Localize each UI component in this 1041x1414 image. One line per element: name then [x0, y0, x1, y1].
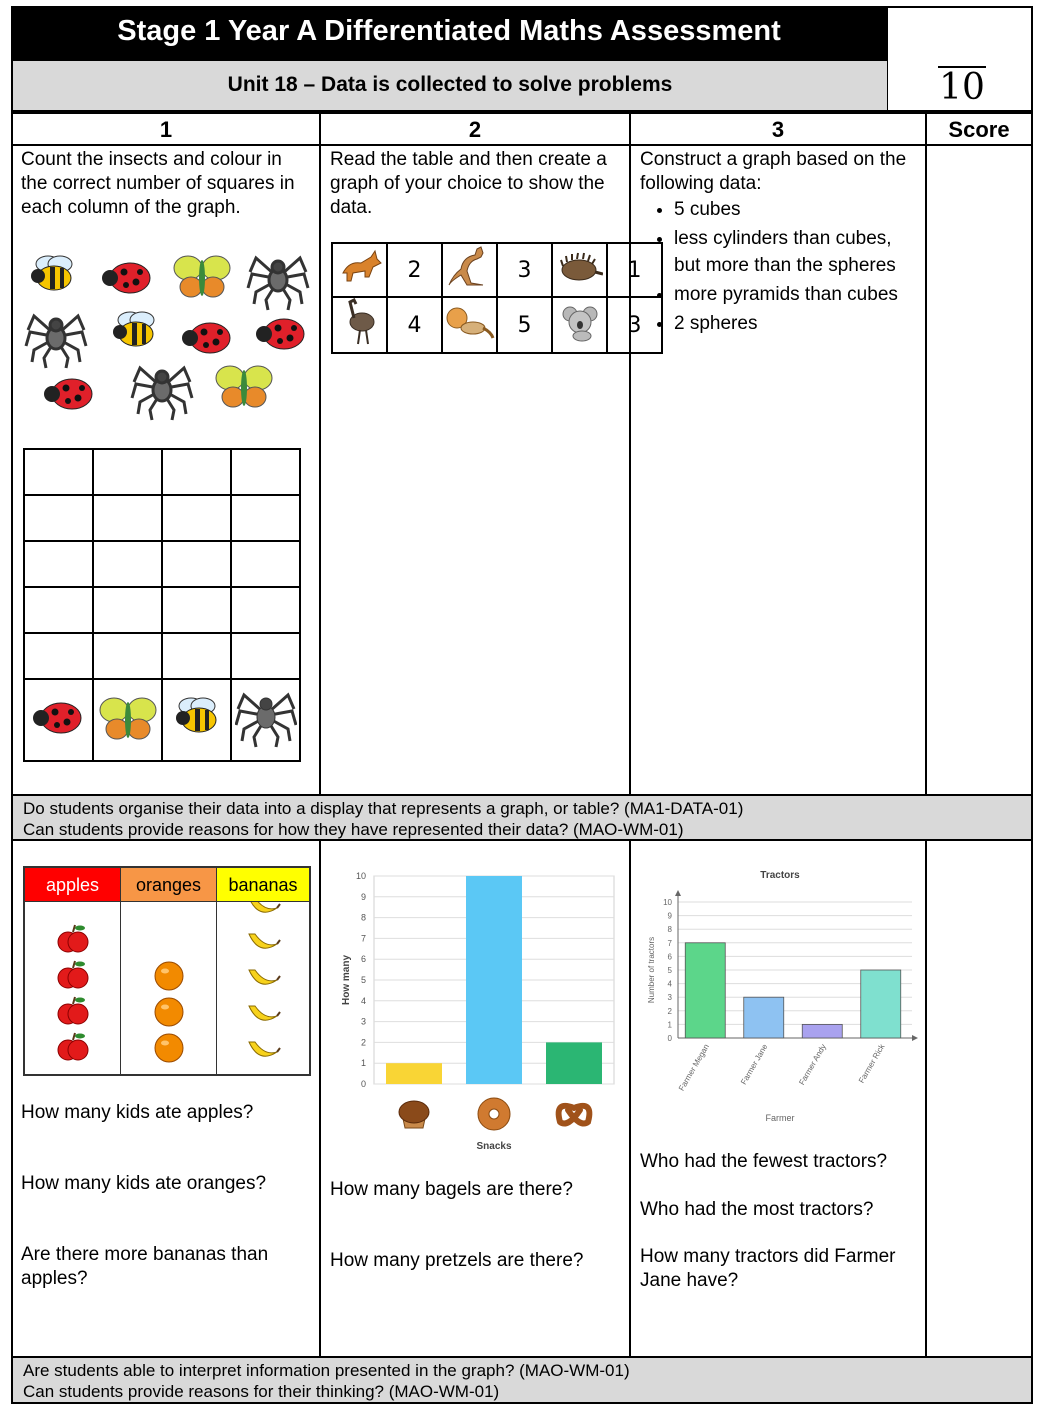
bar-pretzel — [546, 1042, 602, 1084]
animal-data-table — [331, 242, 663, 354]
ladybug-icon — [44, 379, 92, 409]
y-tick-label: 5 — [360, 975, 366, 985]
y-tick-label: 10 — [663, 898, 672, 907]
spider-icon — [248, 258, 308, 310]
spider-icon — [132, 368, 192, 420]
table-value: 5 — [497, 297, 552, 353]
bar-farmer-andy — [802, 1024, 842, 1038]
divider — [925, 840, 927, 1357]
x-tick-label: Farmer Megan — [676, 1042, 711, 1093]
apple-icon — [58, 961, 88, 988]
y-tick-label: 5 — [667, 966, 672, 975]
bar-farmer-jane — [744, 997, 784, 1038]
y-tick-label: 6 — [667, 952, 672, 962]
y-axis-label: Number of tractors — [647, 936, 656, 1004]
total-score-box — [887, 6, 1033, 112]
orange-icon — [155, 1034, 183, 1062]
tractor-question-1: Who had the fewest tractors? — [640, 1151, 888, 1172]
tractor-question-3: How many tractors did Farmer Jane have? — [640, 1246, 896, 1291]
y-tick-label: 8 — [360, 912, 366, 923]
y-axis-arrow — [675, 890, 681, 896]
divider — [319, 112, 321, 795]
insect-collection-svg — [22, 244, 318, 424]
chart-title: Tractors — [760, 870, 800, 881]
y-tick-label: 6 — [360, 954, 366, 965]
bar-muffin — [386, 1063, 442, 1084]
ladybug-icon — [29, 693, 89, 743]
unit-subtitle: Unit 18 – Data is collected to solve problems — [11, 61, 887, 112]
y-tick-label: 10 — [355, 871, 366, 881]
criteria-line: Can students provide reasons for how they have represented their data? (MAO-WM-01) — [23, 820, 684, 839]
banana-icon — [249, 1006, 280, 1020]
grid-cell[interactable] — [93, 587, 162, 633]
y-tick-label: 7 — [360, 933, 366, 944]
table-value: 1 — [607, 243, 662, 297]
y-tick-label: 0 — [360, 1079, 366, 1089]
emu-icon — [332, 297, 387, 353]
y-tick-label: 4 — [360, 995, 366, 1006]
criteria-line: Can students provide reasons for their thinking? (MAO-WM-01) — [23, 1382, 500, 1401]
y-tick-label: 2 — [667, 1006, 672, 1016]
ladybug-icon — [182, 323, 230, 353]
orange-icon — [155, 998, 183, 1026]
butterfly-icon — [174, 256, 230, 297]
bee-icon — [167, 693, 227, 743]
tractors-bar-chart — [640, 862, 922, 1132]
tractor-question-2: Who had the most tractors? — [640, 1199, 874, 1220]
insect-collection — [22, 244, 318, 424]
grid-cell[interactable] — [231, 587, 300, 633]
apple-icon — [58, 997, 88, 1024]
y-tick-label: 0 — [667, 1034, 672, 1043]
divider — [319, 840, 321, 1357]
x-tick-label: Farmer Andy — [797, 1042, 828, 1087]
y-axis-label: How many — [341, 954, 352, 1006]
kangaroo-icon — [442, 243, 497, 297]
butterfly-icon — [216, 366, 272, 407]
x-tick-label: Farmer Rick — [856, 1042, 887, 1085]
criteria-band-2 — [13, 1358, 1031, 1402]
snacks-bar-chart — [330, 862, 624, 1160]
y-tick-label: 9 — [360, 891, 366, 902]
grid-cell[interactable] — [93, 449, 162, 495]
score-denominator: 10 — [939, 67, 985, 108]
fruit-header-bananas: bananas — [217, 868, 309, 902]
grid-cell[interactable] — [162, 495, 231, 541]
column-header-1: 1 — [159, 117, 173, 142]
x-tick-label: Farmer Jane — [739, 1042, 770, 1087]
banana-icon — [249, 970, 280, 984]
graph-label-bee — [162, 679, 231, 761]
ladybug-icon — [102, 263, 150, 293]
spider-icon — [26, 316, 86, 368]
table-value: 4 — [387, 297, 442, 353]
grid-cell[interactable] — [162, 633, 231, 679]
grid-cell[interactable] — [231, 633, 300, 679]
graph-label-butterfly — [93, 679, 162, 761]
pretzel-icon — [559, 1106, 590, 1124]
muffin-icon — [399, 1101, 429, 1128]
grid-cell[interactable] — [162, 587, 231, 633]
insect-colouring-graph — [23, 448, 301, 762]
frilled-lizard-icon — [442, 297, 497, 353]
bar-farmer-megan — [685, 943, 725, 1038]
grid-cell[interactable] — [24, 495, 93, 541]
task1-prompt: Count the insects and colour in the correct number of squares in each column of the graph. — [21, 149, 295, 218]
butterfly-icon — [98, 690, 158, 746]
spider-icon — [235, 687, 297, 749]
y-tick-label: 1 — [360, 1058, 366, 1069]
fruit-icons — [25, 902, 309, 1074]
bee-icon — [31, 256, 72, 290]
divider — [629, 840, 631, 1357]
grid-cell[interactable] — [231, 449, 300, 495]
y-tick-label: 9 — [667, 911, 672, 921]
snack-question-2: How many pretzels are there? — [330, 1250, 584, 1271]
task2-prompt: Read the table and then create a graph of your choice to show the data. — [330, 149, 607, 218]
grid-cell[interactable] — [93, 495, 162, 541]
grid-cell[interactable] — [24, 633, 93, 679]
y-tick-label: 3 — [360, 1016, 366, 1027]
graph-label-spider — [231, 679, 300, 761]
criteria-line: Are students able to interpret information presented in the graph? (MAO-WM-01) — [23, 1361, 630, 1380]
grid-cell[interactable] — [24, 587, 93, 633]
banana-icon — [249, 934, 280, 948]
task3-prompt: Construct a graph based on the following data: — [640, 149, 907, 194]
y-tick-label: 8 — [667, 925, 672, 935]
criteria-band-1 — [13, 796, 1031, 839]
table-value: 3 — [497, 243, 552, 297]
bee-icon — [113, 312, 154, 346]
bullet-item: • 2 spheres — [674, 310, 922, 337]
banana-icon — [249, 1042, 280, 1056]
ladybug-icon — [256, 319, 304, 349]
apple-icon — [58, 925, 88, 952]
divider — [925, 112, 927, 795]
x-axis-label: Farmer — [765, 1113, 795, 1123]
bullet-item: • more pyramids than cubes — [674, 281, 922, 308]
table-value: 2 — [387, 243, 442, 297]
banana-icon — [249, 902, 280, 912]
grid-cell[interactable] — [93, 633, 162, 679]
grid-cell[interactable] — [231, 541, 300, 587]
x-axis-label: Snacks — [476, 1141, 512, 1152]
grid-cell[interactable] — [162, 541, 231, 587]
table-value: 3 — [607, 297, 662, 353]
fruit-question-1: How many kids ate apples? — [21, 1102, 254, 1123]
divider — [629, 112, 631, 795]
grid-cell[interactable] — [93, 541, 162, 587]
koala-icon — [552, 297, 607, 353]
bullet-item: • less cylinders than cubes, but more than the spheres — [674, 225, 922, 279]
fruit-picture-graph — [23, 866, 311, 1076]
fruit-question-3: Are there more bananas than apples? — [21, 1244, 269, 1289]
column-header-3: 3 — [771, 117, 785, 142]
animal-table — [331, 242, 663, 354]
fruit-header-apples: apples — [25, 868, 121, 902]
colouring-grid — [23, 448, 301, 762]
y-tick-label: 1 — [667, 1020, 672, 1030]
y-tick-label: 2 — [360, 1037, 366, 1048]
bar-bagel — [466, 876, 522, 1084]
bagel-icon — [478, 1098, 510, 1130]
divider — [11, 144, 1033, 146]
fruit-header-oranges: oranges — [121, 868, 217, 902]
task3-bullet-list — [640, 196, 922, 339]
grid-cell[interactable] — [162, 449, 231, 495]
column-header-score: Score — [948, 117, 1010, 142]
graph-label-ladybug — [24, 679, 93, 761]
grid-cell[interactable] — [231, 495, 300, 541]
snack-question-1: How many bagels are there? — [330, 1179, 573, 1200]
fruit-question-2: How many kids ate oranges? — [21, 1173, 267, 1194]
bullet-item: • 5 cubes — [674, 196, 922, 223]
column-header-2: 2 — [468, 117, 482, 142]
page-title: Stage 1 Year A Differentiated Maths Assessment — [11, 6, 887, 61]
orange-icon — [155, 962, 183, 990]
grid-cell[interactable] — [24, 449, 93, 495]
dingo-icon — [332, 243, 387, 297]
y-tick-label: 7 — [667, 938, 672, 948]
y-tick-label: 4 — [667, 979, 672, 989]
criteria-line: Do students organise their data into a display that represents a graph, or table? (MA1-DATA-01) — [23, 799, 744, 818]
y-tick-label: 3 — [667, 993, 672, 1003]
apple-icon — [58, 1033, 88, 1060]
echidna-icon — [552, 243, 607, 297]
bar-farmer-rick — [861, 970, 901, 1038]
x-axis-arrow — [912, 1035, 918, 1041]
grid-cell[interactable] — [24, 541, 93, 587]
